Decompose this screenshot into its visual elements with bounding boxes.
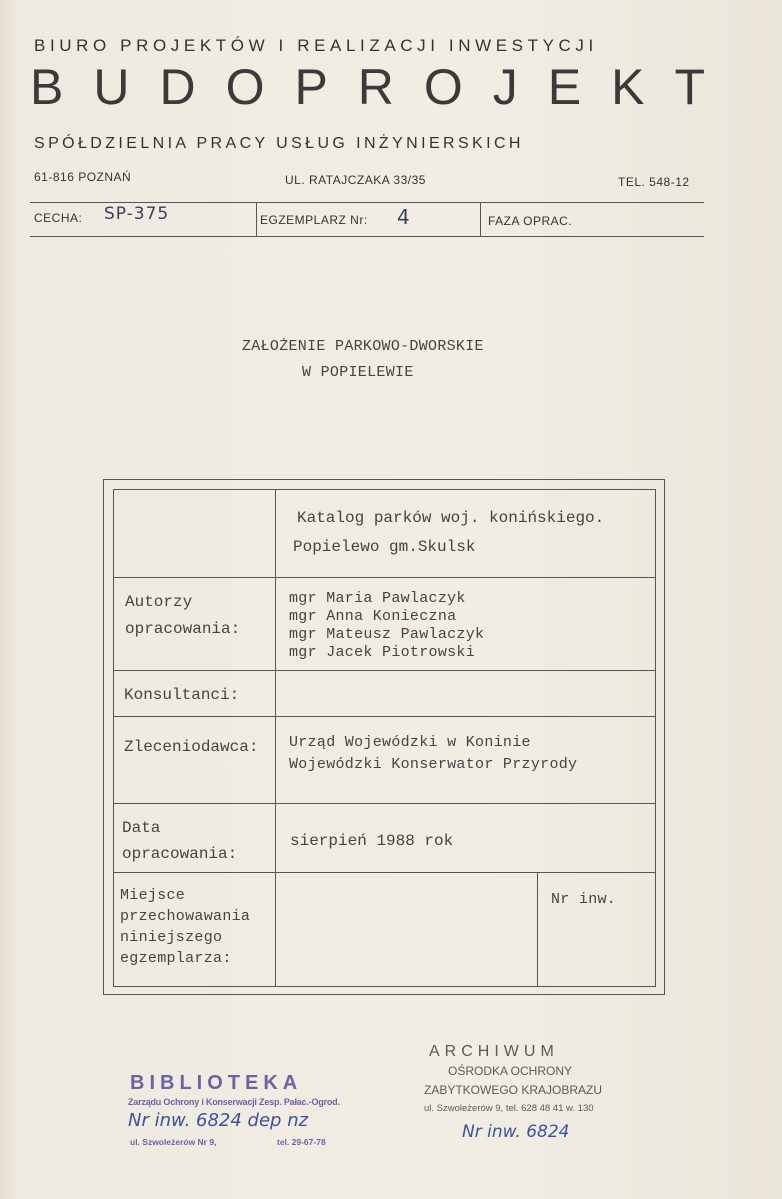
author-2: mgr Anna Konieczna <box>289 608 457 625</box>
place-label-4: egzemplarza: <box>120 950 232 967</box>
table-column-divider <box>275 489 276 987</box>
meta-divider-1 <box>256 202 257 236</box>
egzemplarz-value: 4 <box>397 205 411 229</box>
place-label-3: niniejszego <box>120 929 223 946</box>
archive-stamp-handwritten: Nr inw. 6824 <box>462 1122 570 1142</box>
cecha-value: SP-375 <box>104 204 170 224</box>
client-label: Zleceniodawca: <box>124 738 259 756</box>
title-line-1: ZAŁOŻENIE PARKOWO-DWORSKIE <box>242 338 484 355</box>
egzemplarz-label: EGZEMPLARZ Nr: <box>260 213 368 227</box>
consultants-label: Konsultanci: <box>124 686 240 704</box>
archive-stamp-title: ARCHIWUM <box>429 1043 559 1060</box>
table-row-rule-4 <box>113 803 656 804</box>
library-stamp-title: BIBLIOTEKA <box>130 1072 303 1094</box>
table-row-rule-2 <box>113 670 656 671</box>
client-line-2: Wojewódzki Konserwator Przyrody <box>289 756 578 773</box>
header-street: UL. RATAJCZAKA 33/35 <box>285 173 426 187</box>
author-1: mgr Maria Pawlaczyk <box>289 590 466 607</box>
place-label-2: przechowawania <box>120 908 251 925</box>
header-city: 61-816 POZNAŃ <box>34 170 132 184</box>
place-label-1: Miejsce <box>120 887 186 904</box>
catalog-line-2: Popielewo gm.Skulsk <box>293 538 476 556</box>
library-stamp-phone: tel. 29-67-78 <box>277 1137 326 1147</box>
date-label-1: Data <box>122 819 161 837</box>
meta-top-rule <box>30 202 704 203</box>
library-stamp-line-2: Zarządu Ochrony i Konserwacji Zesp. Pałac.-Ogrod. <box>128 1097 340 1107</box>
table-row-rule-3 <box>113 716 656 717</box>
archive-stamp-line-3: ZABYTKOWEGO KRAJOBRAZU <box>424 1083 603 1097</box>
header-line-3: SPÓŁDZIELNIA PRACY USŁUG INŻYNIERSKICH <box>34 135 524 152</box>
author-3: mgr Mateusz Pawlaczyk <box>289 626 485 643</box>
client-line-1: Urząd Wojewódzki w Koninie <box>289 734 531 751</box>
meta-bottom-rule <box>30 236 704 237</box>
catalog-line-1: Katalog parków woj. konińskiego. <box>297 509 605 527</box>
author-4: mgr Jacek Piotrowski <box>289 644 476 661</box>
company-name: BUDOPROJEKT <box>30 59 736 115</box>
table-row-rule-1 <box>113 577 656 578</box>
title-line-2: W POPIELEWIE <box>302 364 414 381</box>
archive-stamp-line-4: ul. Szwoleżerów 9, tel. 628 48 41 w. 130 <box>424 1103 594 1114</box>
table-inv-divider <box>537 872 538 987</box>
library-stamp-line-4: ul. Szwoleżerów Nr 9, <box>130 1137 217 1147</box>
header-phone: TEL. 548-12 <box>618 175 690 189</box>
meta-divider-2 <box>480 202 481 236</box>
header-line-1: BIURO PROJEKTÓW I REALIZACJI INWESTYCJI <box>34 36 598 55</box>
archive-stamp-line-2: OŚRODKA OCHRONY <box>448 1064 573 1078</box>
date-label-2: opracowania: <box>122 845 238 863</box>
inv-label: Nr inw. <box>551 891 617 908</box>
authors-label-1: Autorzy <box>125 593 193 611</box>
table-row-rule-5 <box>113 872 656 873</box>
library-stamp-handwritten: Nr inw. 6824 dep nz <box>128 1110 309 1131</box>
date-value: sierpień 1988 rok <box>290 832 454 850</box>
authors-label-2: opracowania: <box>125 620 241 638</box>
cecha-label: CECHA: <box>34 211 83 225</box>
faza-label: FAZA OPRAC. <box>488 214 573 228</box>
